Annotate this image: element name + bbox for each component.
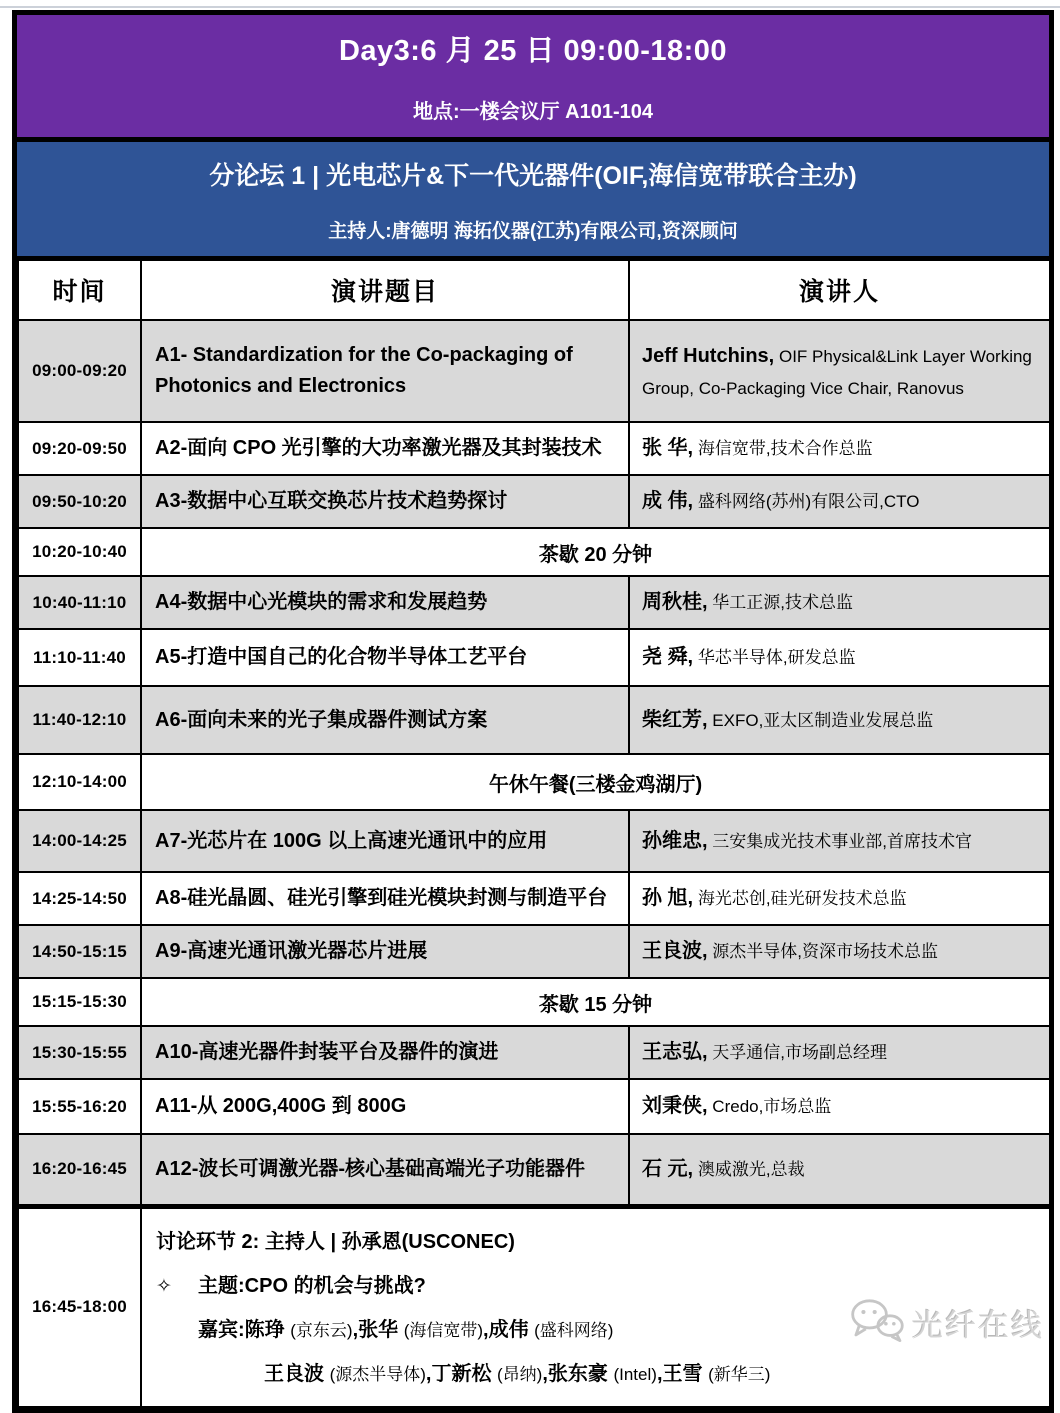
discussion-guests-label: 嘉宾:: [198, 1318, 245, 1341]
speaker-cell: [629, 925, 1050, 978]
speaker-cell: [629, 576, 1050, 629]
discussion-guests-line: [156, 1317, 1039, 1344]
speaker-name: 孙 旭,: [642, 887, 694, 909]
talk-row: [18, 475, 1050, 528]
talk-title-cell: A9-高速光通讯激光器芯片进展: [141, 925, 629, 978]
col-header-title: 演讲题目: [141, 259, 629, 321]
speaker-affiliation: 澳威激光,总裁: [697, 1159, 805, 1179]
day-header-band: [17, 15, 1049, 137]
break-row: [18, 528, 1050, 576]
guest-org: (新华三): [708, 1364, 771, 1384]
discussion-row: [18, 1206, 1050, 1407]
talk-title-cell: A6-面向未来的光子集成器件测试方案: [141, 686, 629, 754]
speaker-cell: [629, 320, 1050, 422]
time-cell: 15:15-15:30: [18, 978, 141, 1026]
speaker-cell: [629, 686, 1050, 754]
speaker-affiliation: 盛科网络(苏州)有限公司,CTO: [697, 492, 920, 511]
talk-row: [18, 422, 1050, 475]
time-cell: 14:50-15:15: [18, 925, 141, 978]
speaker-name: Jeff Hutchins,: [642, 344, 775, 367]
time-cell: 11:10-11:40: [18, 629, 141, 686]
talk-row: [18, 810, 1050, 872]
break-cell: 茶歇 20 分钟: [141, 528, 1050, 576]
guest-name: 陈琤: [244, 1318, 285, 1341]
guest-separator: ,: [425, 1362, 432, 1385]
speaker-cell: [629, 475, 1050, 528]
talk-title-cell: A4-数据中心光模块的需求和发展趋势: [141, 576, 629, 629]
talk-row: [18, 1134, 1050, 1206]
talk-row: [18, 686, 1050, 754]
speaker-affiliation: 华芯半导体,研发总监: [697, 648, 856, 667]
speaker-cell: [629, 810, 1050, 872]
speaker-cell: [629, 1079, 1050, 1134]
guest-name: 丁新松: [431, 1362, 492, 1385]
discussion-topic: [156, 1273, 1039, 1300]
break-row: [18, 978, 1050, 1026]
speaker-name: 张 华,: [642, 437, 694, 459]
talk-title-cell: A3-数据中心互联交换芯片技术趋势探讨: [141, 475, 629, 528]
time-cell: 16:20-16:45: [18, 1134, 141, 1206]
guest-org: (京东云): [290, 1320, 353, 1340]
talk-title-cell: A5-打造中国自己的化合物半导体工艺平台: [141, 629, 629, 686]
forum-host: 主持人:唐德明 海拓仪器(江苏)有限公司,资深顾问: [328, 220, 738, 242]
discussion-topic-label: 主题:: [198, 1274, 245, 1297]
col-header-time: 时间: [18, 259, 141, 321]
talk-title-cell: A7-光芯片在 100G 以上高速光通讯中的应用: [141, 810, 629, 872]
talk-title-cell: A11-从 200G,400G 到 800G: [141, 1079, 629, 1134]
forum-title: 分论坛 1 | 光电芯片&下一代光器件(OIF,海信宽带联合主办): [209, 161, 857, 190]
talk-row: [18, 925, 1050, 978]
discussion-guests-line: [156, 1361, 1039, 1388]
time-cell: 15:55-16:20: [18, 1079, 141, 1134]
time-cell: 16:45-18:00: [18, 1206, 141, 1407]
talk-title-cell: A10-高速光器件封装平台及器件的演进: [141, 1026, 629, 1079]
guest-org: (盛科网络): [534, 1320, 614, 1340]
speaker-affiliation: Credo,市场总监: [712, 1097, 832, 1116]
speaker-affiliation: 源杰半导体,资深市场技术总监: [712, 942, 939, 961]
talk-row: [18, 872, 1050, 925]
guest-separator: ,: [352, 1318, 359, 1341]
break-cell: 午休午餐(三楼金鸡湖厅): [141, 754, 1050, 810]
program-sheet: [12, 10, 1054, 1413]
watermark-text: 光纤在线: [912, 1308, 1044, 1343]
break-row: [18, 754, 1050, 810]
time-cell: 14:25-14:50: [18, 872, 141, 925]
talk-row: [18, 1026, 1050, 1079]
speaker-name: 成 伟,: [642, 490, 694, 512]
speaker-affiliation: 天孚通信,市场副总经理: [712, 1043, 888, 1062]
speaker-cell: [629, 872, 1050, 925]
time-cell: 11:40-12:10: [18, 686, 141, 754]
speaker-cell: [629, 629, 1050, 686]
discussion-heading: 讨论环节 2: 主持人 | 孙承恩(USCONEC): [156, 1230, 515, 1253]
page-top-edge: [0, 6, 1060, 8]
talk-title-cell: A12-波长可调激光器-核心基础高端光子功能器件: [141, 1134, 629, 1206]
speaker-name: 柴红芳,: [642, 708, 708, 731]
guest-separator: ,: [542, 1362, 548, 1385]
speaker-cell: [629, 422, 1050, 475]
speaker-name: 刘秉侠,: [642, 1095, 708, 1117]
time-cell: 15:30-15:55: [18, 1026, 141, 1079]
time-cell: 10:40-11:10: [18, 576, 141, 629]
speaker-affiliation: EXFO,亚太区制造业发展总监: [712, 710, 934, 730]
time-cell: 12:10-14:00: [18, 754, 141, 810]
speaker-cell: [629, 1026, 1050, 1079]
time-cell: 09:00-09:20: [18, 320, 141, 422]
break-cell: 茶歇 15 分钟: [141, 978, 1050, 1026]
guest-name: 王雪: [662, 1362, 703, 1385]
time-cell: 14:00-14:25: [18, 810, 141, 872]
guest-org: (Intel): [613, 1364, 657, 1384]
diamond-bullet-icon: ✧: [156, 1275, 172, 1297]
speaker-affiliation: 海信宽带,技术合作总监: [697, 439, 873, 458]
talk-title-cell: A8-硅光晶圆、硅光引擎到硅光模块封测与制造平台: [141, 872, 629, 925]
discussion-cell: [141, 1206, 1050, 1407]
speaker-affiliation: OIF Physical&Link Layer Working Group, Co-Packaging Vice Chair, Ranovus: [642, 346, 1032, 398]
schedule-table: [17, 256, 1051, 1408]
time-cell: 09:50-10:20: [18, 475, 141, 528]
speaker-affiliation: 华工正源,技术总监: [712, 593, 854, 612]
day-location: 地点:一楼会议厅 A101-104: [412, 101, 654, 123]
guest-org: (昂纳): [497, 1364, 543, 1384]
speaker-affiliation: 海光芯创,硅光研发技术总监: [697, 889, 907, 908]
guest-org: (源杰半导体): [329, 1364, 426, 1384]
discussion-topic-text: CPO 的机会与挑战?: [244, 1274, 426, 1297]
talk-row: [18, 1079, 1050, 1134]
guest-name: 张华: [358, 1318, 399, 1341]
talk-row: [18, 629, 1050, 686]
speaker-name: 孙维忠,: [642, 829, 708, 852]
guest-name: 成伟: [488, 1318, 529, 1341]
guest-separator: ,: [483, 1318, 489, 1341]
guest-separator: ,: [656, 1362, 663, 1385]
table-header-row: [18, 259, 1050, 321]
talk-row: [18, 320, 1050, 422]
talk-title-cell: A2-面向 CPO 光引擎的大功率激光器及其封装技术: [141, 422, 629, 475]
talk-row: [18, 576, 1050, 629]
speaker-cell: [629, 1134, 1050, 1206]
guest-name: 张东豪: [547, 1362, 608, 1385]
speaker-name: 王志弘,: [642, 1041, 708, 1063]
speaker-name: 石 元,: [642, 1157, 694, 1180]
speaker-name: 周秋桂,: [642, 591, 708, 613]
time-cell: 10:20-10:40: [18, 528, 141, 576]
guest-org: (海信宽带): [403, 1320, 484, 1340]
speaker-name: 尧 舜,: [642, 646, 694, 668]
speaker-name: 王良波,: [642, 940, 708, 962]
talk-title-cell: A1- Standardization for the Co-packaging of Photonics and Electronics: [141, 320, 629, 422]
time-cell: 09:20-09:50: [18, 422, 141, 475]
day-title: Day3:6 月 25 日 09:00-18:00: [338, 35, 728, 67]
forum-header-band: [17, 137, 1049, 256]
col-header-speaker: 演讲人: [629, 259, 1050, 321]
speaker-affiliation: 三安集成光技术事业部,首席技术官: [712, 831, 973, 851]
guest-name: 王良波: [264, 1362, 324, 1385]
